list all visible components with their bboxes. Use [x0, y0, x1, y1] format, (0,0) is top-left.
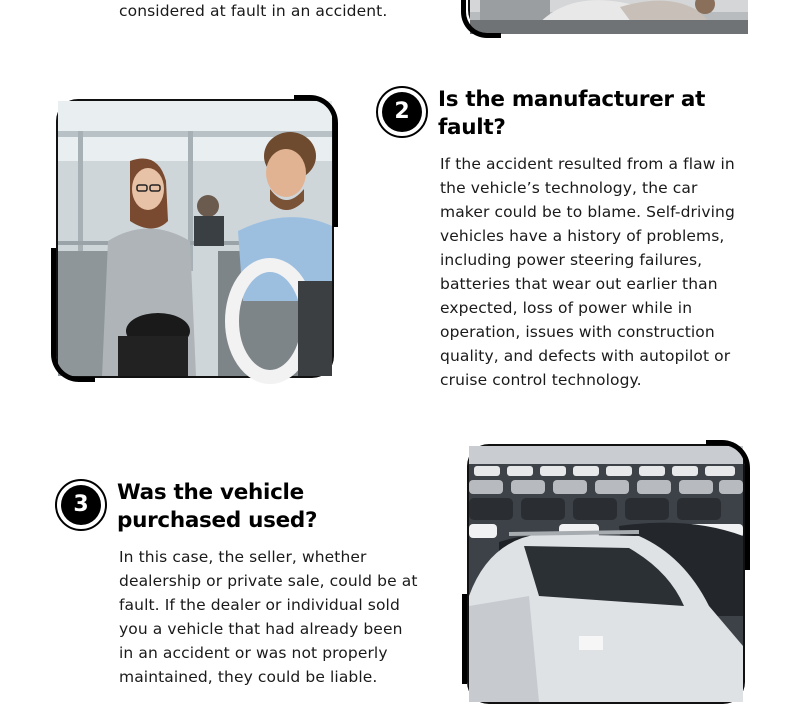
section3-heading-line1: Was the vehicle [117, 480, 304, 505]
section2-body-line: vehicles have a history of problems, [440, 227, 725, 245]
section2-body-line: including power steering failures, [440, 251, 703, 269]
section2-photo-accent-top [294, 95, 338, 227]
section3-photo-accent-left [462, 594, 468, 684]
section3-photo [467, 444, 745, 704]
section3-body-line: dealership or private sale, could be at [119, 572, 418, 590]
section2-body-line: maker could be to blame. Self-driving [440, 203, 735, 221]
section3-body-line: in an accident or was not properly [119, 644, 388, 662]
section2-body-line: operation, issues with construction [440, 323, 715, 341]
section2-number-badge [376, 86, 428, 138]
section3-number: 3 [61, 485, 101, 525]
section1-text-tail: considered at fault in an accident. [119, 2, 388, 20]
section2-body-line: quality, and defects with autopilot or [440, 347, 731, 365]
section3-photo-accent-top [706, 440, 750, 570]
section2-photo-accent-bottom [51, 248, 95, 382]
section3-body-line: maintained, they could be liable. [119, 668, 378, 686]
section2-body-line: expected, loss of power while in [440, 299, 693, 317]
section2-body-line: If the accident resulted from a flaw in [440, 155, 735, 173]
section3-number-badge [55, 479, 107, 531]
section3-heading-line2: purchased used? [117, 508, 318, 533]
section2-heading-line2: fault? [438, 115, 506, 140]
section2-heading-line1: Is the manufacturer at [438, 87, 706, 112]
section3-body-line: fault. If the dealer or individual sold [119, 596, 400, 614]
section2-number: 2 [382, 92, 422, 132]
section2-photo [56, 99, 334, 378]
section3-body-line: In this case, the seller, whether [119, 548, 367, 566]
section3-body-line: you a vehicle that had already been [119, 620, 403, 638]
section2-body-line: cruise control technology. [440, 371, 642, 389]
section1-photo [468, 0, 746, 32]
section2-body-line: the vehicle’s technology, the car [440, 179, 698, 197]
section2-body-line: batteries that wear out earlier than [440, 275, 718, 293]
section1-photo-accent [461, 0, 501, 38]
